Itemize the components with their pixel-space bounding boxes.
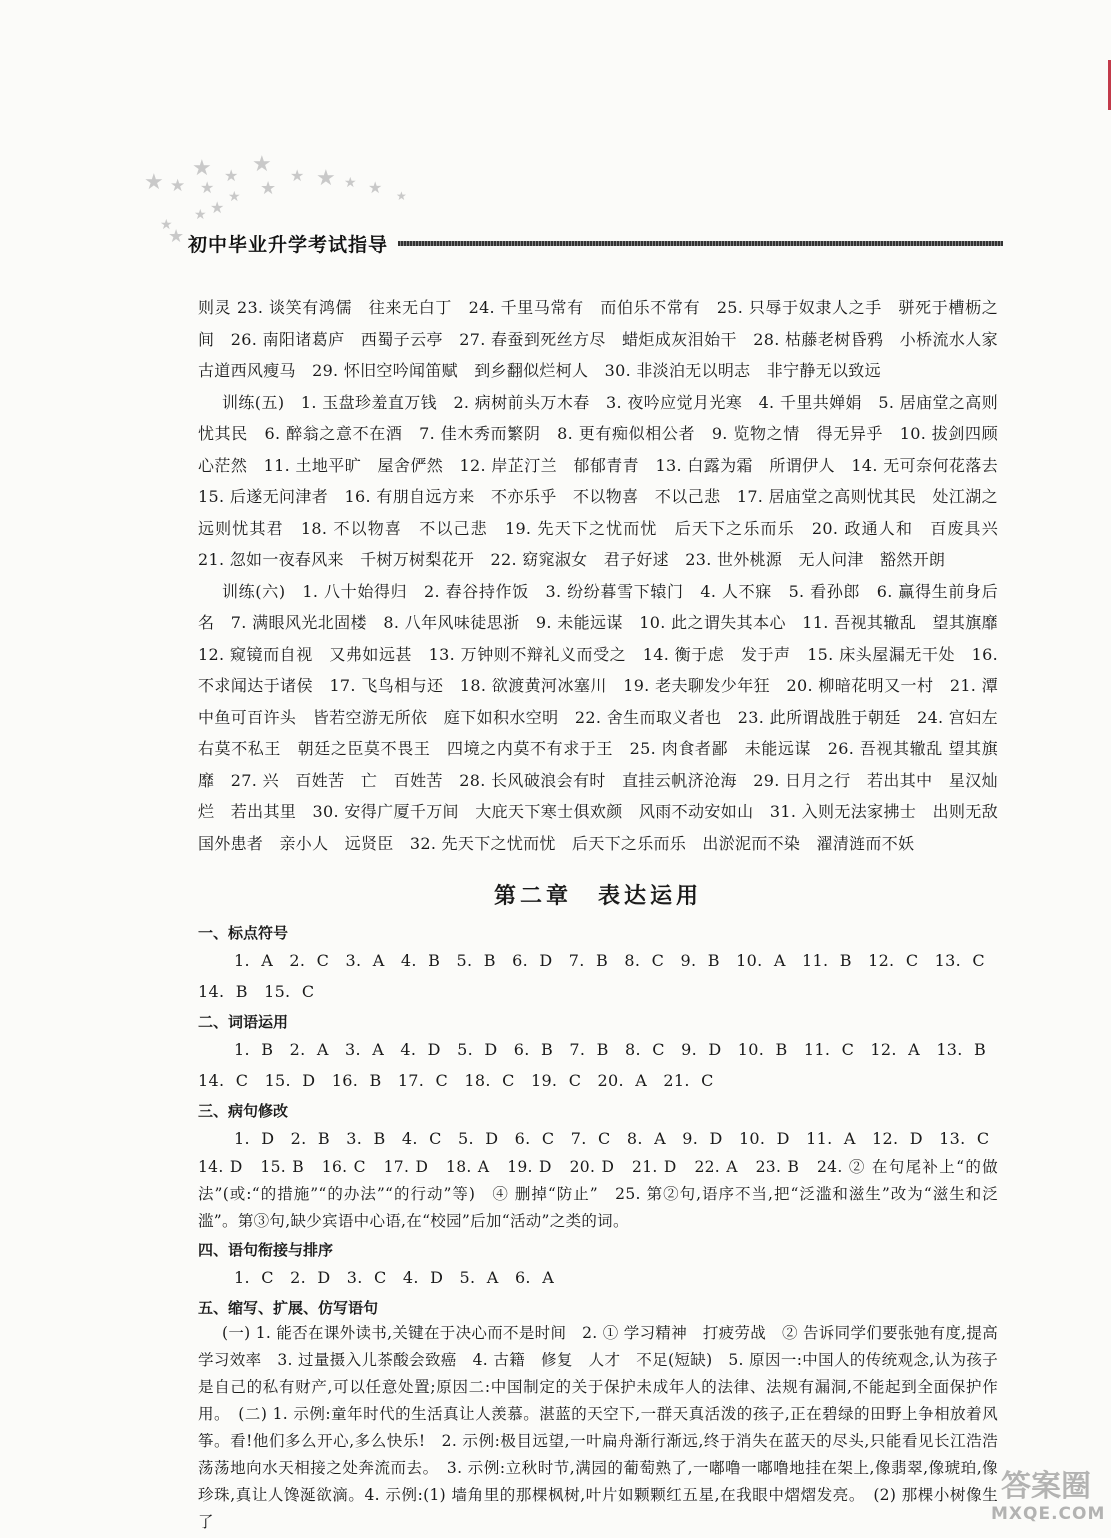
star-icon: ★ <box>396 189 407 203</box>
header-rule <box>398 241 1003 246</box>
answer-line: 1. C 2. D 3. C 4. D 5. A 6. A <box>234 1268 555 1287</box>
watermark-url: MXQE.COM <box>991 1504 1106 1524</box>
star-icon: ★ <box>368 178 383 197</box>
answer-line: 14. B 15. C <box>198 982 315 1001</box>
training-5: 训练(五) 1. 玉盘珍羞直万钱 2. 病树前头万木春 3. 夜吟应觉月光寒 4. 千里共婵娟 5. 居庙堂之高则忧其民 6. 醉翁之意不在酒 7. 佳木秀而繁阴 8. 更有痴似相公者 9. 览物之情 得无异乎 10. 拔剑四顾心茫然 11. 土地平旷 屋舍俨然 12. 岸芷汀兰 郁郁青青 13. 白露为霜 所谓伊人 14. 无可奈何花落去 15. 后遂无问津者 16. 有朋自远方来 不亦乐乎 不以物喜 不以己悲 17. 居庙堂之高则忧其民 处江湖之远则忧其君 18. 不以物喜 不以己悲 19. 先天下之忧而忧 后天下之乐而乐 20. 政通人和 百废具兴 21. 忽如一夜春风来 千树万树梨花开 22. 窈窕淑女 君子好逑 23. 世外桃源 无人问津 豁然开朗 <box>198 392 1015 569</box>
section-title: 五、缩写、扩展、仿写语句 <box>198 1299 379 1317</box>
answer-line: 1. B 2. A 3. A 4. D 5. D 6. B 7. B 8. C 9. D 10. B 11. C 12. A 13. B <box>234 1040 987 1059</box>
star-icon: ★ <box>252 152 272 177</box>
star-icon: ★ <box>344 175 357 191</box>
header-title: 初中毕业升学考试指导 <box>188 233 389 256</box>
answer-line: 1. A 2. C 3. A 4. B 5. B 6. D 7. B 8. C 9. B 10. A 11. B 12. C 13. C <box>234 951 985 970</box>
page-content <box>198 292 1015 1536</box>
star-icon: ★ <box>210 198 225 217</box>
star-icon: ★ <box>144 170 164 195</box>
star-icon: ★ <box>316 166 336 191</box>
answer-line: 14. C 15. D 16. B 17. C 18. C 19. C 20. A 21. C <box>198 1071 714 1090</box>
star-icon: ★ <box>290 166 305 185</box>
star-icon: ★ <box>170 176 186 196</box>
section-title: 四、语句衔接与排序 <box>198 1241 334 1259</box>
star-icon: ★ <box>194 207 207 223</box>
training-6: 训练(六) 1. 八十始得归 2. 舂谷持作饭 3. 纷纷暮雪下辕门 4. 人不寐 5. 看孙郎 6. 赢得生前身后名 7. 满眼风光北固楼 8. 八年风味徒思浙 9. 未能远谋 10. 此之谓失其本心 11. 吾视其辙乱 望其旗靡 12. 窥镜而自视 又弗如远甚 13. 万钟则不辩礼义而受之 14. 衡于虑 发于声 15. 床头屋漏无干处 16. 不求闻达于诸侯 17. 飞鸟相与还 18. 欲渡黄河冰塞川 19. 老夫聊发少年狂 20. 柳暗花明又一村 21. 潭中鱼可百许头 皆若空游无所依 庭下如积水空明 22. 舍生而取义者也 23. 此所谓战胜于朝廷 24. 宫妇左右莫不私王 朝廷之臣莫不畏王 四境之内莫不有求于王 25. 肉食者鄙 未能远谋 26. 吾视其辙乱 望其旗靡 27. 兴 百姓苦 亡 百姓苦 28. 长风破浪会有时 直挂云帆济沧海 29. 日月之行 若出其中 星汉灿烂 若出其里 30. 安得广厦千万间 大庇天下寒士俱欢颜 风雨不动安如山 31. 入则无法家拂士 出则无敌国外患者 亲小人 远贤臣 32. 先天下之忧而忧 后天下之乐而乐 出淤泥而不染 濯清涟而不妖 <box>198 581 1015 853</box>
watermark-text: 答案圈 <box>1001 1469 1091 1504</box>
section-title: 二、词语运用 <box>198 1013 289 1031</box>
star-icon: ★ <box>168 226 185 247</box>
star-icon: ★ <box>260 178 277 199</box>
star-icon: ★ <box>224 166 239 185</box>
star-icon: ★ <box>192 156 212 181</box>
corner-mark <box>1094 60 1111 110</box>
running-header <box>188 228 1003 258</box>
chapter-title: 第二章 表达运用 <box>493 884 702 909</box>
section-title: 三、病句修改 <box>198 1102 289 1120</box>
watermark-logo <box>991 1469 1106 1530</box>
star-icon: ★ <box>160 217 173 233</box>
answer-line: 1. D 2. B 3. B 4. C 5. D 6. C 7. C 8. A 9. D 10. D 11. A 12. D 13. C <box>234 1129 990 1148</box>
answer-paragraph: 14. D 15. B 16. C 17. D 18. A 19. D 20. D 21. D 22. A 23. B 24. ② 在句尾补上“的做法”(或:“的措施”“的办法”“的行动”等) ④ 删掉“防止” 25. 第②句,语序不当,把“泛滥和滋生”改为“滋生和泛滥”。第③句,缺少宾语中心语,在“校园”后加“活动”之类的词。 <box>198 1158 998 1230</box>
star-icon: ★ <box>200 178 215 197</box>
training-continuation: 则灵 23. 谈笑有鸿儒 往来无白丁 24. 千里马常有 而伯乐不常有 25. 只辱于奴隶人之手 骈死于槽枥之间 26. 南阳诸葛庐 西蜀子云亭 27. 春蚕到死丝方尽 蜡炬成灰泪始干 28. 枯藤老树昏鸦 小桥流水人家 古道西风瘦马 29. 怀旧空吟闻笛赋 到乡翻似烂柯人 30. 非淡泊无以明志 非宁静无以致远 <box>198 298 1015 380</box>
answer-paragraph: (一) 1. 能否在课外读书,关键在于决心而不是时间 2. ① 学习精神 打疲劳战 ② 告诉同学们要张弛有度,提高学习效率 3. 过量摄入儿茶酸会致癌 4. 古籍 修复 人才 不足(短缺) 5. 原因一:中国人的传统观念,认为孩子是自己的私有财产,可以任意处置;原因二:中国制定的关于保护未成年人的法律、法规有漏洞,不能起到全面保护作用。 (二) 1. 示例:童年时代的生活真让人羡慕。湛蓝的天空下,一群天真活泼的孩子,正在碧绿的田野上争相放着风筝。看!他们多么开心,多么快乐! 2. 示例:极目远望,一叶扁舟渐行渐远,终于消失在蓝天的尽头,只能看见长江浩浩荡荡地向水天相接之处奔流而去。 3. 示例:立秋时节,满园的葡萄熟了,一嘟噜一嘟噜地挂在架上,像翡翠,像琥珀,像珍珠,真让人馋涎欲滴。4. 示例:(1) 墙角里的那棵枫树,叶片如颗颗红五星,在我眼中熠熠发亮。 (2) 那棵小树像生了 <box>198 1324 998 1531</box>
star-icon: ★ <box>228 189 241 205</box>
section-title: 一、标点符号 <box>198 924 289 942</box>
